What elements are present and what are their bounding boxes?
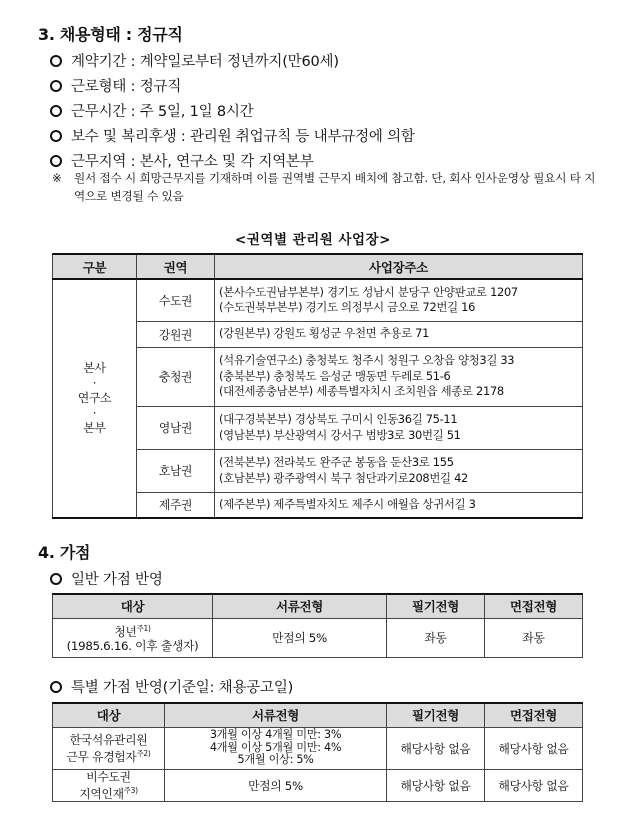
- bullet-text: 근무시간 : 주 5일, 1일 8시간: [71, 104, 254, 120]
- reference-mark-icon: ※: [52, 171, 62, 185]
- special-bonus-heading: [50, 676, 293, 697]
- address-cell: (전북본부) 전라북도 완주군 봉동읍 둔산3로 155 (호남본부) 광주광역시 북구 첨단과기로208번길 42: [215, 449, 583, 492]
- bullet-circle-icon: [50, 55, 62, 67]
- address-cell: (강원본부) 강원도 횡성군 우천면 추용로 71: [215, 321, 583, 347]
- table-row: [53, 618, 583, 657]
- header-target: 대상: [53, 594, 213, 618]
- address-cell: (대구경북본부) 경상북도 구미시 인동36길 75-11 (영남본부) 부산광역시 강서구 범방3로 30번길 51: [215, 406, 583, 449]
- header-written: 필기전형: [387, 594, 485, 618]
- group-label: 본사 · 연구소 · 본부: [53, 279, 137, 518]
- general-bonus-table: [52, 593, 583, 658]
- region-name: 영남권: [137, 406, 215, 449]
- interview-cell: 좌동: [485, 618, 583, 657]
- region-name: 충청권: [137, 347, 215, 406]
- interview-cell: 해당사항 없음: [485, 727, 583, 769]
- doc-cell: 3개월 이상 4개월 미만: 3% 4개월 이상 5개월 미만: 4% 5개월 이상: 5%: [165, 727, 387, 769]
- section-4-title: 4. 가점: [38, 543, 91, 562]
- written-cell: 해당사항 없음: [387, 727, 485, 769]
- location-note: [52, 170, 597, 205]
- target-cell: 청년$^{주1)}$ (1985.6.16. 이후 출생자): [53, 618, 213, 657]
- bullet-text: 근로형태 : 정규직: [71, 79, 182, 95]
- bullet-text: 특별 가점 반영(기준일: 채용공고일): [71, 680, 294, 696]
- header-category: 구분: [53, 254, 137, 279]
- bullet-text: 근무지역 : 본사, 연구소 및 각 지역본부: [71, 154, 314, 170]
- bullet-work-hours: [50, 100, 253, 121]
- table-row: [53, 769, 583, 801]
- header-interview: 면접전형: [485, 703, 583, 727]
- bullet-work-location: [50, 150, 314, 171]
- header-written: 필기전형: [387, 703, 485, 727]
- header-doc: 서류전형: [165, 703, 387, 727]
- bullet-circle-icon: [50, 105, 62, 117]
- doc-cell: 만점의 5%: [165, 769, 387, 801]
- region-name: 수도권: [137, 279, 215, 321]
- general-bonus-heading: [50, 568, 163, 589]
- table-row: [53, 727, 583, 769]
- header-address: 사업장주소: [215, 254, 583, 279]
- bullet-circle-icon: [50, 681, 62, 693]
- bullet-contract-period: [50, 50, 339, 71]
- address-cell: (석유기술연구소) 충청북도 청주시 청원구 오창읍 양청3길 33 (충북본부) 충청북도 음성군 맹동면 두레로 51-6 (대전세종충남본부) 세종특별자치시 조치원읍 세종로 2178: [215, 347, 583, 406]
- header-doc: 서류전형: [213, 594, 387, 618]
- interview-cell: 해당사항 없음: [485, 769, 583, 801]
- bullet-text: 보수 및 복리후생 : 관리원 취업규칙 등 내부규정에 의함: [71, 129, 415, 145]
- bullet-circle-icon: [50, 155, 62, 167]
- header-target: 대상: [53, 703, 165, 727]
- region-name: 호남권: [137, 449, 215, 492]
- address-cell: (제주본부) 제주특별자치도 제주시 애월읍 상귀서길 3: [215, 492, 583, 518]
- header-interview: 면접전형: [485, 594, 583, 618]
- region-name: 강원권: [137, 321, 215, 347]
- bullet-benefits: [50, 125, 415, 146]
- header-region: 권역: [137, 254, 215, 279]
- note-text: 원서 접수 시 희망근무지를 기재하며 이를 권역별 근무지 배치에 참고함. 단, 회사 인사운영상 필요시 타 지역으로 변경될 수 있음: [74, 171, 596, 203]
- address-cell: (본사수도권남부본부) 경기도 성남시 분당구 안양판교로 1207 (수도권북부본부) 경기도 의정부시 금오로 72번길 16: [215, 279, 583, 321]
- table-row: [53, 279, 583, 321]
- doc-cell: 만점의 5%: [213, 618, 387, 657]
- bullet-circle-icon: [50, 80, 62, 92]
- written-cell: 해당사항 없음: [387, 769, 485, 801]
- bullet-work-type: [50, 75, 181, 96]
- target-cell: 한국석유관리원 근무 유경험자$^{주2)}$: [53, 727, 165, 769]
- region-table-caption: <권역별 관리원 사업장>: [235, 232, 391, 248]
- bullet-text: 계약기간 : 계약일로부터 정년까지(만60세): [71, 54, 339, 70]
- section-3-title: 3. 채용형태 : 정규직: [38, 25, 183, 44]
- region-name: 제주권: [137, 492, 215, 518]
- special-bonus-table: [52, 702, 583, 802]
- region-table: [52, 253, 583, 519]
- target-cell: 비수도권 지역인재$^{주3)}$: [53, 769, 165, 801]
- bullet-text: 일반 가점 반영: [71, 572, 163, 588]
- bullet-circle-icon: [50, 130, 62, 142]
- bullet-circle-icon: [50, 573, 62, 585]
- written-cell: 좌동: [387, 618, 485, 657]
